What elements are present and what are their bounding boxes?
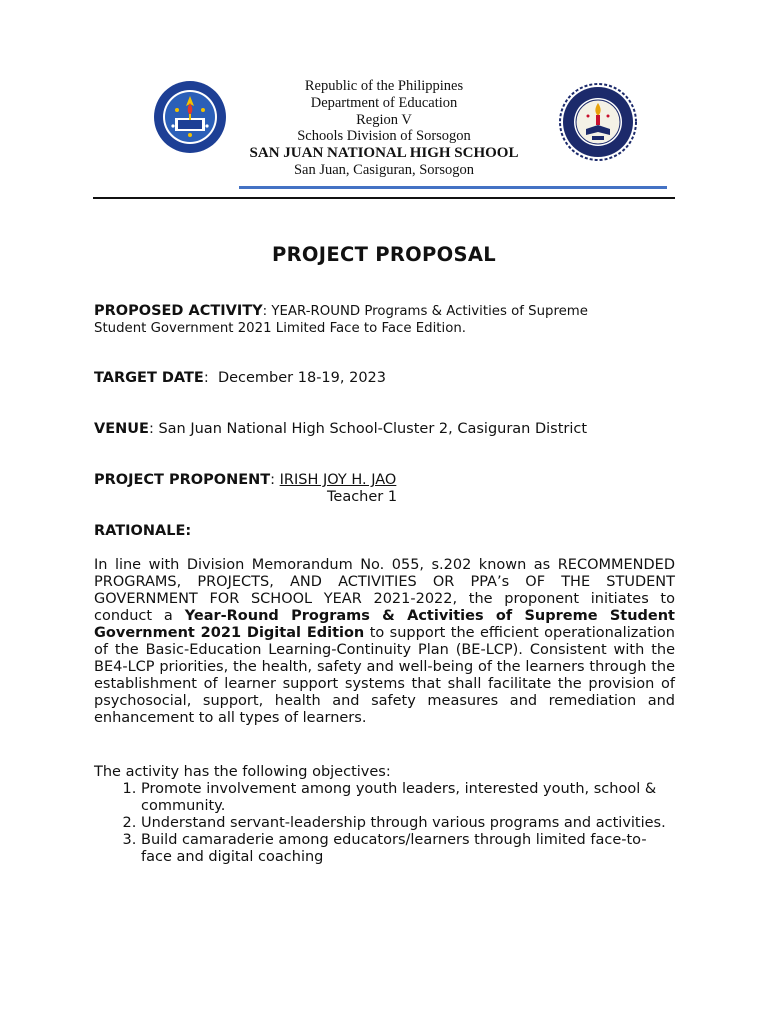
rationale-highlight: Year-Round Programs & Activities of Supreme Student Government 2021 Digital Edition [94,608,675,641]
letterhead [0,78,768,179]
objectives-intro: The activity has the following objectives: [94,764,391,780]
proposed-activity-label: PROPOSED ACTIVITY [94,303,263,319]
proposed-activity-value-2: Student Government 2021 Limited Face to Face Edition. [94,321,466,336]
project-proponent: PROJECT PROPONENT: IRISH JOY H. JAO Teacher 1 [94,472,675,506]
rationale-text-a: In line with Division Memorandum No. 055, s.202 known as RECOMMENDED PROGRAMS, PROJECTS, AND ACTIVITIES OR PPA’s OF THE STUDENT GOVERNMENT FOR SCHOOL YEAR 2021-2022, the proponent initiates to conduct a [94,557,675,624]
proposed-activity-value-1: YEAR-ROUND Programs & Activities of Supreme [271,304,588,319]
objective-item: 2. Understand servant-leadership through various programs and activities. [141,815,675,832]
objectives-section [94,764,675,866]
target-date-label: TARGET DATE [94,370,204,386]
document-title: PROJECT PROPOSAL [272,243,496,266]
header-division: Schools Division of Sorsogon [297,128,471,145]
proponent-position: Teacher 1 [327,489,398,505]
target-date-value: December 18-19, 2023 [217,370,386,386]
header-republic: Republic of the Philippines [304,78,464,94]
objective-item: 3. Build camaraderie among educators/learners through limited face-to-face and digital coaching [141,832,675,866]
target-date: TARGET DATE: December 18-19, 2023 [94,370,386,386]
proponent-label: PROJECT PROPONENT [94,472,271,488]
rationale-paragraph [94,557,675,727]
header-department: Department of Education [310,94,458,111]
venue-label: VENUE [94,421,149,437]
header-school-name: SAN JUAN NATIONAL HIGH SCHOOL [249,145,519,162]
header-blue-divider [239,186,667,189]
proponent-name: IRISH JOY H. JAO [279,472,397,488]
header-address: San Juan, Casiguran, Sorsogon [293,161,475,178]
venue: VENUE: San Juan National High School-Cluster 2, Casiguran District [94,421,588,437]
rationale-text-b: to support the efficient operationalization of the Basic-Education Learning-Continuity Plan (BE-LCP). Consistent with the BE4-LCP priorities, the health, safety and well-being of the learners through the establishment of learner support systems that shall facilitate the provision of psychosocial, support, health and safety measures and remediation and enhancement to all types of learners. [94,625,675,726]
objective-item: 1. Promote involvement among youth leaders, interested youth, school & community. [141,781,675,815]
header-black-divider [93,197,675,199]
objectives-list [94,781,675,866]
proposed-activity: PROPOSED ACTIVITY: YEAR-ROUND Programs & Activities of Supreme Student Government 2021 Limited Face to Face Edition. [94,303,675,337]
rationale-heading: RATIONALE: [94,523,192,539]
venue-value: San Juan National High School-Cluster 2, Casiguran District [158,421,588,437]
header-region: Region V [356,111,412,128]
